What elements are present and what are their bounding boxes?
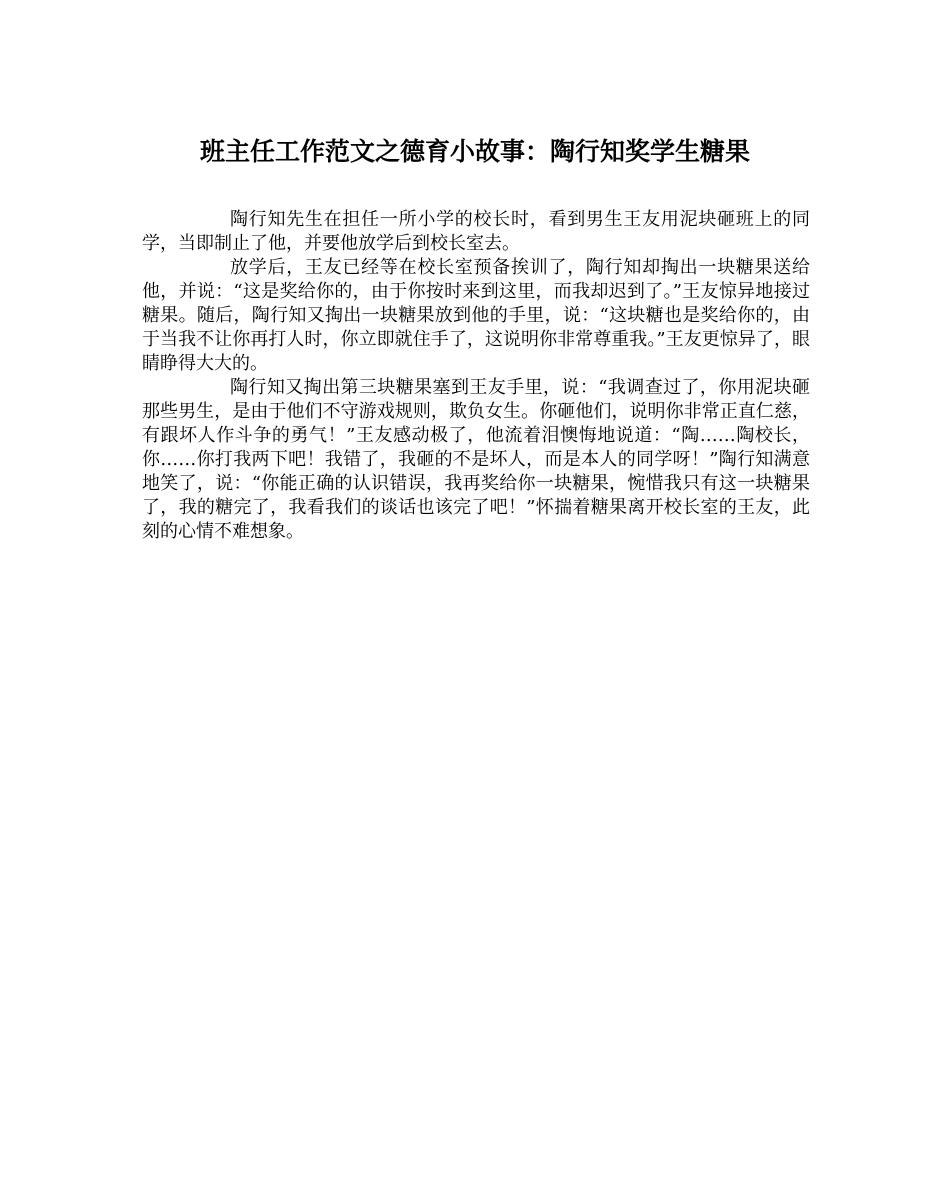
document-body — [142, 208, 810, 544]
paragraph-1: 陶行知先生在担任一所小学的校长时，看到男生王友用泥块砸班上的同学，当即制止了他，并要他放学后到校长室去。 — [142, 209, 810, 254]
paragraph-3: 陶行知又掏出第三块糖果塞到王友手里，说：“我调查过了，你用泥块砸那些男生，是由于他们不守游戏规则，欺负女生。你砸他们，说明你非常正直仁慈，有跟坏人作斗争的勇气！”王友感动极了，他流着泪懊悔地说道：“陶……陶校长，你……你打我两下吧！我错了，我砸的不是坏人，而是本人的同学呀！”陶行知满意地笑了，说：“你能正确的认识错误，我再奖给你一块糖果，惋惜我只有这一块糖果了，我的糖完了，我看我们的谈话也该完了吧！”怀揣着糖果离开校长室的王友，此刻的心情不难想象。 — [142, 377, 810, 542]
paragraph-2: 放学后，王友已经等在校长室预备挨训了，陶行知却掏出一块糖果送给他，并说：“这是奖给你的，由于你按时来到这里，而我却迟到了。”王友惊异地接过糖果。随后，陶行知又掏出一块糖果放到他的手里，说：“这块糖也是奖给你的，由于当我不让你再打人时，你立即就住手了，这说明你非常尊重我。”王友更惊异了，眼睛睁得大大的。 — [142, 257, 810, 374]
document-title: 班主任工作范文之德育小故事：陶行知奖学生糖果 — [199, 137, 750, 166]
